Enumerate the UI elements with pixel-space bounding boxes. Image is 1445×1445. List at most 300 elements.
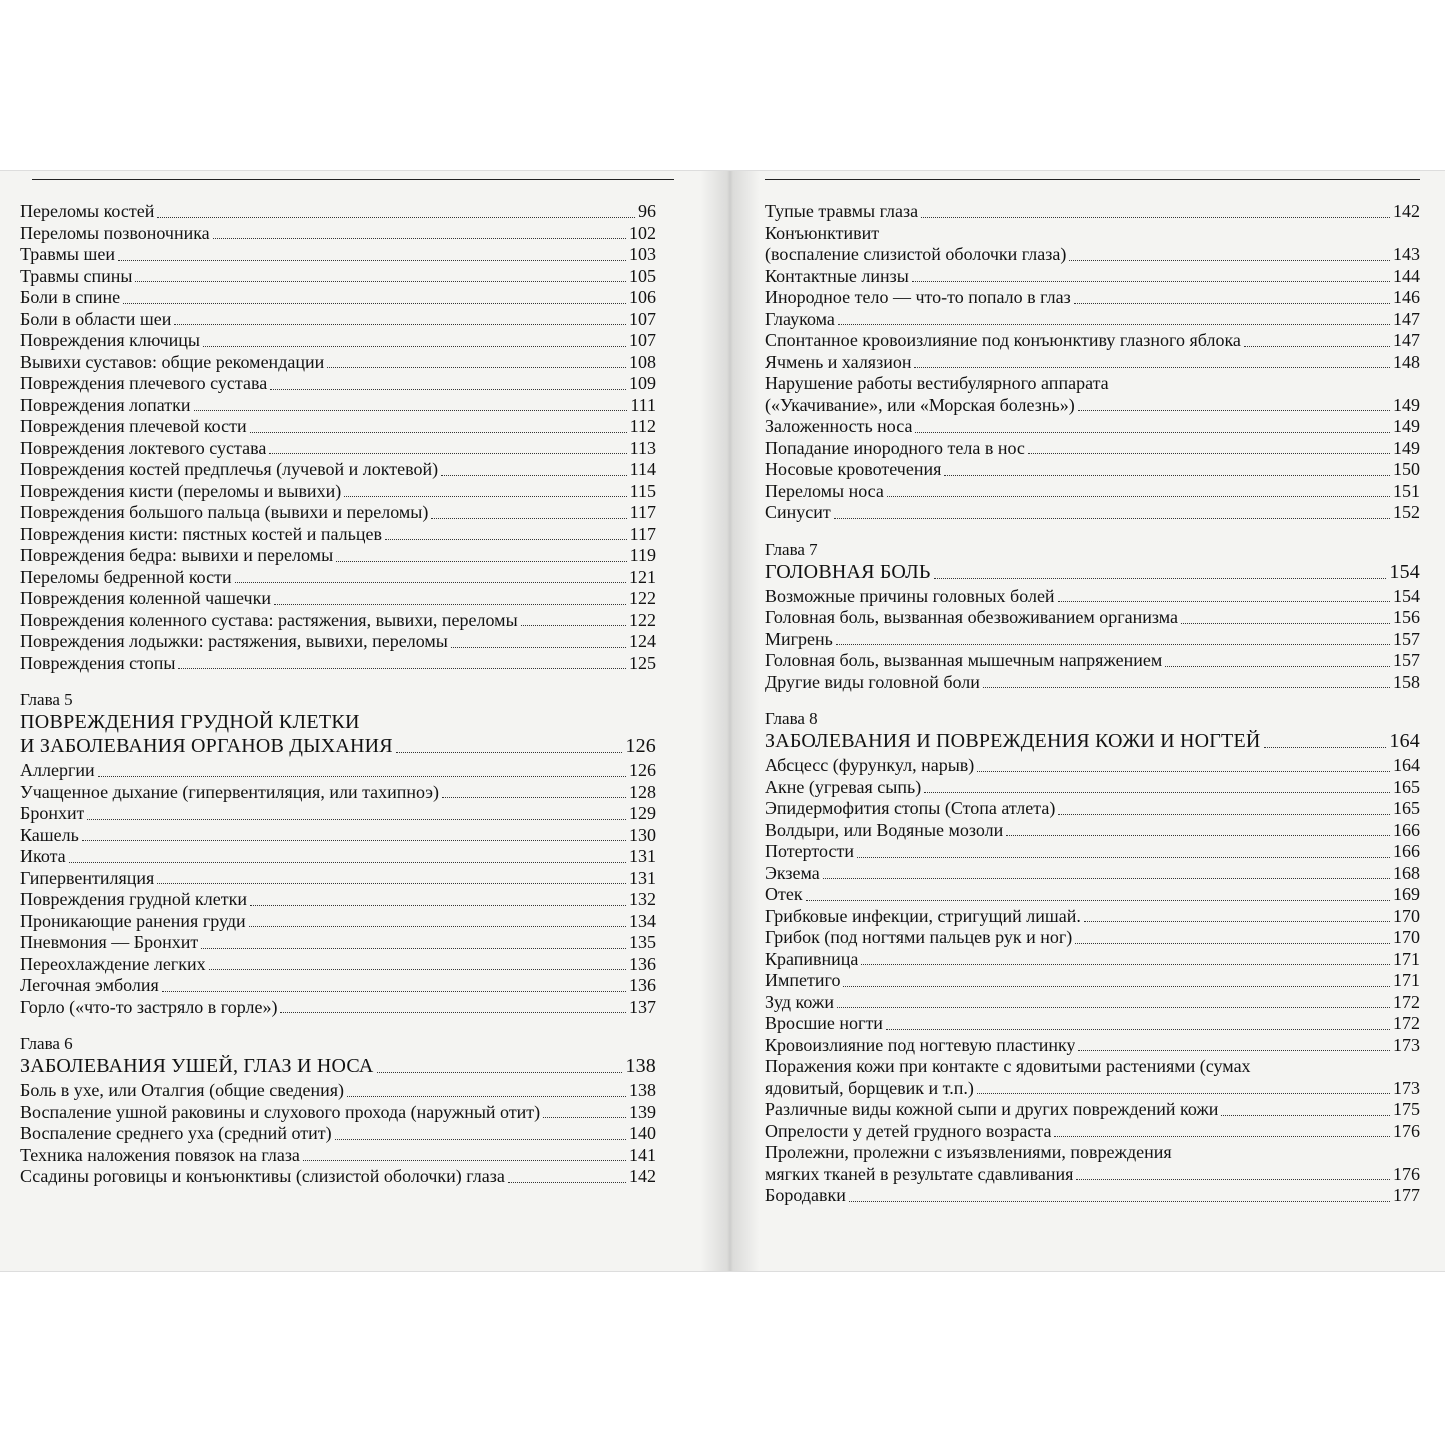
leader-dots	[886, 1029, 1390, 1030]
toc-entry-title: Проникающие ранения груди	[20, 910, 246, 931]
toc-entry-page: 146	[1393, 287, 1420, 307]
toc-entry-page: 134	[629, 910, 656, 931]
toc-entry	[765, 266, 1420, 288]
toc-entry-page: 170	[1393, 905, 1420, 926]
leader-dots	[838, 324, 1390, 325]
leader-dots	[944, 475, 1390, 476]
toc-entry-page: 144	[1393, 265, 1420, 286]
toc-entry	[765, 672, 1420, 694]
toc-entry-page: 112	[629, 416, 656, 436]
toc-entry-page: 141	[629, 1144, 656, 1165]
toc-entry	[20, 438, 656, 460]
toc-entry-page: 117	[629, 502, 656, 522]
toc-entry-title: Головная боль, вызванная мышечным напряжением	[765, 650, 1163, 670]
toc-entry	[765, 1185, 1420, 1207]
toc-entry	[20, 330, 656, 352]
toc-entry-page: 156	[1393, 607, 1420, 627]
leader-dots	[1074, 303, 1390, 304]
chapter-5-title-line1: ПОВРЕЖДЕНИЯ ГРУДНОЙ КЛЕТКИ	[20, 711, 360, 733]
toc-entry-page: 166	[1393, 819, 1420, 840]
book-spread	[0, 170, 1445, 1272]
toc-entry-line: Пролежни, пролежни с изъязвлениями, повреждения	[765, 1142, 1172, 1162]
toc-entry	[20, 266, 656, 288]
toc-entry-page: 177	[1393, 1185, 1420, 1205]
toc-entry-page: 149	[1393, 416, 1420, 436]
toc-entry-title: Спонтанное кровоизлияние под конъюнктиву глазного яблока	[765, 330, 1241, 350]
toc-entry-page: 147	[1393, 330, 1420, 350]
toc-entry-title: Головная боль, вызванная обезвоживанием организма	[765, 607, 1178, 627]
leader-dots	[1221, 1115, 1390, 1116]
toc-entry	[20, 459, 656, 481]
toc-entry	[765, 970, 1420, 992]
leader-dots	[1078, 1050, 1390, 1051]
leader-dots	[921, 217, 1390, 218]
toc-entry-page: 124	[629, 631, 656, 651]
leader-dots	[396, 752, 623, 753]
chapter-7-title: ГОЛОВНАЯ БОЛЬ	[765, 560, 931, 583]
toc-entry-page: 126	[629, 760, 656, 780]
toc-entry	[20, 567, 656, 589]
chapter-8-title: ЗАБОЛЕВАНИЯ И ПОВРЕЖДЕНИЯ КОЖИ И НОГТЕЙ	[765, 730, 1261, 752]
toc-entry	[20, 975, 656, 997]
toc-entry-page: 165	[1393, 776, 1420, 797]
toc-entry	[765, 481, 1420, 503]
toc-entry-page: 152	[1393, 502, 1420, 522]
toc-entry	[20, 997, 656, 1019]
leader-dots	[1165, 666, 1390, 667]
toc-entry	[765, 416, 1420, 438]
toc-entry-title: Волдыри, или Водяные мозоли	[765, 819, 1004, 840]
toc-entry-page: 175	[1393, 1099, 1420, 1119]
leader-dots	[1181, 623, 1390, 624]
toc-entry-page: 139	[629, 1101, 656, 1122]
toc-entry-page: 107	[629, 308, 656, 329]
toc-entry-page: 173	[1393, 1077, 1420, 1098]
toc-entry-page: 125	[629, 652, 656, 673]
toc-entry-title: Аллергии	[20, 760, 95, 780]
leader-dots	[431, 518, 626, 519]
toc-entry-page: 143	[1393, 244, 1420, 264]
toc-entry	[20, 653, 656, 675]
leader-dots	[977, 1093, 1390, 1094]
toc-entry	[20, 201, 656, 223]
toc-entry-title: Повреждения стопы	[20, 652, 176, 673]
toc-entry-title: Боли в спине	[20, 287, 121, 307]
leader-dots	[250, 905, 626, 906]
toc-entry	[765, 309, 1420, 331]
toc-entry-page: 140	[629, 1123, 656, 1143]
toc-entry	[20, 1145, 656, 1167]
left-page	[20, 201, 656, 1188]
toc-entry-title: Переломы костей	[20, 201, 155, 221]
toc-entry-page: 113	[629, 437, 656, 458]
leader-dots	[69, 862, 626, 863]
leader-dots	[377, 1072, 623, 1073]
toc-entry	[20, 1123, 656, 1145]
leader-dots	[1264, 747, 1387, 748]
leader-dots	[806, 900, 1390, 901]
leader-dots	[209, 969, 626, 970]
toc-entry-page: 109	[629, 373, 656, 393]
chapter-8-page: 164	[1389, 730, 1420, 752]
toc-entry-page: 171	[1393, 948, 1420, 969]
toc-entry-title: Зуд кожи	[765, 991, 834, 1012]
leader-dots	[1084, 921, 1390, 922]
toc-entry	[765, 884, 1420, 906]
leader-dots	[135, 281, 626, 282]
leader-dots	[1058, 601, 1390, 602]
chapter-6-page: 138	[625, 1055, 656, 1077]
toc-entry-page: 148	[1393, 351, 1420, 372]
toc-entry-page: 147	[1393, 308, 1420, 329]
toc-entry-title: Контактные линзы	[765, 265, 909, 286]
leader-dots	[914, 367, 1390, 368]
leader-dots	[82, 840, 626, 841]
right-toc-list	[765, 201, 1420, 524]
toc-entry-line: Поражения кожи при контакте с ядовитыми растениями (сумах	[765, 1056, 1251, 1076]
toc-entry	[765, 841, 1420, 863]
toc-entry	[20, 481, 656, 503]
toc-entry-page: 128	[629, 781, 656, 802]
toc-entry-title: Опрелости у детей грудного возраста	[765, 1120, 1052, 1141]
toc-entry	[20, 911, 656, 933]
leader-dots	[201, 948, 626, 949]
toc-entry-page: 103	[629, 244, 656, 264]
leader-dots	[1028, 453, 1390, 454]
toc-entry-title: Повреждения ключицы	[20, 330, 201, 350]
toc-entry	[20, 223, 656, 245]
chapter-6-entries	[20, 1080, 656, 1188]
toc-entry-title: Повреждения костей предплечья (лучевой и локтевой)	[20, 459, 439, 479]
leader-dots	[335, 1139, 626, 1140]
leader-dots	[843, 986, 1390, 987]
toc-entry-page: 142	[1393, 201, 1420, 221]
toc-entry-title: Повреждения локтевого сустава	[20, 437, 267, 458]
toc-entry	[20, 610, 656, 632]
toc-entry-page: 119	[629, 545, 656, 565]
chapter-5-page: 126	[625, 735, 656, 757]
toc-entry	[765, 629, 1420, 651]
toc-entry-page: 166	[1393, 841, 1420, 861]
leader-dots	[280, 1012, 626, 1013]
toc-entry	[765, 1035, 1420, 1057]
toc-entry-page: 149	[1393, 437, 1420, 458]
toc-entry	[20, 1166, 656, 1188]
toc-entry-page: 122	[629, 588, 656, 608]
toc-entry	[765, 949, 1420, 971]
leader-dots	[178, 668, 626, 669]
toc-entry-page: 114	[629, 459, 656, 479]
toc-entry-page: 176	[1393, 1120, 1420, 1141]
toc-entry	[765, 502, 1420, 524]
toc-entry-page: 131	[629, 846, 656, 866]
toc-entry-page: 173	[1393, 1034, 1420, 1055]
toc-entry-title: Различные виды кожной сыпи и других повреждений кожи	[765, 1099, 1219, 1119]
toc-entry-page: 149	[1393, 394, 1420, 415]
leader-dots	[213, 238, 626, 239]
toc-entry-title: Возможные причины головных болей	[765, 585, 1055, 606]
toc-entry-title: Инородное тело — что-то попало в глаз	[765, 287, 1071, 307]
toc-entry-page: 151	[1393, 480, 1420, 501]
toc-entry-page: 115	[629, 480, 656, 501]
toc-entry-title: Экзема	[765, 862, 820, 883]
toc-entry-title: Повреждения бедра: вывихи и переломы	[20, 545, 334, 565]
book-gutter	[700, 171, 760, 1271]
toc-entry	[20, 868, 656, 890]
toc-entry-title: Учащенное дыхание (гипервентиляция, или тахипноэ)	[20, 781, 439, 802]
toc-entry-page: 138	[629, 1080, 656, 1100]
toc-entry-title: Повреждения большого пальца (вывихи и переломы)	[20, 502, 429, 522]
toc-entry-page: 171	[1393, 970, 1420, 990]
toc-entry-title: Гипервентиляция	[20, 867, 155, 888]
leader-dots	[887, 496, 1390, 497]
toc-entry-page: 172	[1393, 1013, 1420, 1033]
toc-entry-page: 169	[1393, 884, 1420, 904]
toc-entry-page: 157	[1393, 628, 1420, 649]
toc-entry-page: 108	[629, 351, 656, 372]
toc-entry-page: 136	[629, 953, 656, 974]
left-toc-list	[20, 201, 656, 674]
toc-entry	[765, 352, 1420, 374]
leader-dots	[836, 644, 1390, 645]
toc-entry	[20, 545, 656, 567]
toc-entry-page: 172	[1393, 991, 1420, 1012]
toc-entry-page: 158	[1393, 671, 1420, 692]
toc-entry-title: Синусит	[765, 502, 831, 522]
toc-entry-title: («Укачивание», или «Морская болезнь»)	[765, 394, 1075, 415]
leader-dots	[274, 604, 626, 605]
toc-entry	[20, 932, 656, 954]
toc-entry	[20, 803, 656, 825]
toc-entry	[20, 309, 656, 331]
chapter-8-title-entry	[765, 729, 1420, 753]
toc-entry-page: 130	[629, 824, 656, 845]
toc-entry-title: Грибковые инфекции, стригущий лишай.	[765, 905, 1081, 926]
toc-entry	[765, 395, 1420, 417]
toc-entry-title: Боль в ухе, или Оталгия (общие сведения)	[20, 1080, 345, 1100]
chapter-5-label: Глава 5	[20, 690, 73, 709]
leader-dots	[385, 539, 627, 540]
toc-entry-title: Тупые травмы глаза	[765, 201, 919, 221]
toc-entry-title: ядовитый, борщевик и т.п.)	[765, 1077, 974, 1098]
leader-dots	[1069, 260, 1390, 261]
toc-entry-page: 131	[629, 867, 656, 888]
chapter-8-label: Глава 8	[765, 709, 818, 728]
toc-entry	[765, 438, 1420, 460]
toc-entry-title: Переломы бедренной кости	[20, 566, 232, 587]
toc-entry	[20, 1102, 656, 1124]
leader-dots	[249, 926, 626, 927]
toc-entry	[20, 395, 656, 417]
toc-entry	[765, 1013, 1420, 1035]
leader-dots	[543, 1117, 626, 1118]
toc-entry-title: Переломы позвоночника	[20, 222, 210, 243]
toc-entry-page: 135	[629, 932, 656, 952]
toc-entry-title: Травмы шеи	[20, 244, 115, 264]
leader-dots	[250, 432, 627, 433]
toc-entry-title: Повреждения грудной клетки	[20, 889, 248, 909]
toc-entry	[20, 889, 656, 911]
toc-entry-title: Ячмень и халязион	[765, 351, 912, 372]
leader-dots	[834, 518, 1390, 519]
chapter-5-entries	[20, 760, 656, 1018]
leader-dots	[194, 410, 628, 411]
leader-dots	[1244, 346, 1390, 347]
toc-entry-title: Эпидермофития стопы (Стопа атлета)	[765, 798, 1056, 818]
toc-entry-page: 111	[630, 394, 656, 415]
leader-dots	[203, 346, 626, 347]
toc-entry-page: 117	[629, 523, 656, 544]
chapter-6-title-entry	[20, 1054, 656, 1078]
toc-entry	[20, 846, 656, 868]
leader-dots	[347, 1096, 626, 1097]
toc-entry-title: Повреждения плечевого сустава	[20, 373, 268, 393]
leader-dots	[849, 1201, 1390, 1202]
right-page	[765, 201, 1420, 1207]
toc-entry-title: Кашель	[20, 824, 79, 845]
leader-dots	[327, 367, 626, 368]
toc-entry	[765, 863, 1420, 885]
toc-entry	[20, 416, 656, 438]
toc-entry-title: Повреждения коленной чашечки	[20, 588, 271, 608]
toc-entry	[765, 201, 1420, 223]
toc-entry-title: Горло («что-то застряло в горле»)	[20, 996, 278, 1017]
toc-entry	[765, 820, 1420, 842]
leader-dots	[235, 582, 626, 583]
leader-dots	[303, 1160, 626, 1161]
leader-dots	[1058, 814, 1390, 815]
toc-entry	[20, 825, 656, 847]
toc-entry-title: Воспаление среднего уха (средний отит)	[20, 1123, 332, 1143]
toc-entry-title: Переломы носа	[765, 480, 884, 501]
leader-dots	[98, 776, 626, 777]
toc-entry-page: 107	[629, 330, 656, 350]
toc-entry	[765, 992, 1420, 1014]
toc-entry-title: Травмы спины	[20, 265, 133, 286]
chapter-6-title: ЗАБОЛЕВАНИЯ УШЕЙ, ГЛАЗ И НОСА	[20, 1055, 374, 1077]
leader-dots	[983, 687, 1390, 688]
toc-entry-title: Кровоизлияние под ногтевую пластинку	[765, 1034, 1076, 1055]
toc-entry	[20, 782, 656, 804]
toc-entry-page: 129	[629, 803, 656, 823]
toc-entry-title: Абсцесс (фурункул, нарыв)	[765, 755, 975, 775]
toc-entry-title: Воспаление ушной раковины и слухового прохода (наружный отит)	[20, 1101, 541, 1122]
leader-dots	[451, 647, 626, 648]
leader-dots	[174, 324, 626, 325]
toc-entry-title: (воспаление слизистой оболочки глаза)	[765, 244, 1067, 264]
leader-dots	[123, 303, 626, 304]
toc-entry-title: Повреждения коленного сустава: растяжения, вывихи, переломы	[20, 609, 518, 630]
toc-entry-title: Потертости	[765, 841, 854, 861]
toc-entry	[765, 755, 1420, 777]
toc-entry-page: 165	[1393, 798, 1420, 818]
leader-dots	[87, 819, 626, 820]
left-top-rule	[32, 179, 674, 180]
leader-dots	[915, 432, 1390, 433]
toc-entry-title: Повреждения плечевой кости	[20, 416, 247, 436]
toc-entry-page: 136	[629, 975, 656, 995]
leader-dots	[1075, 943, 1390, 944]
toc-entry	[765, 330, 1420, 352]
leader-dots	[336, 561, 626, 562]
toc-entry-title: Импетиго	[765, 970, 841, 990]
leader-dots	[270, 389, 626, 390]
toc-entry-title: Мигрень	[765, 628, 833, 649]
leader-dots	[441, 475, 627, 476]
chapter-7-page: 154	[1389, 560, 1420, 583]
toc-entry	[765, 287, 1420, 309]
toc-entry-title: Боли в области шеи	[20, 308, 172, 329]
leader-dots	[521, 625, 626, 626]
toc-entry-page: 96	[638, 201, 656, 221]
toc-entry-page: 164	[1393, 755, 1420, 775]
leader-dots	[1054, 1136, 1390, 1137]
leader-dots	[934, 578, 1387, 579]
toc-entry-title: Бронхит	[20, 803, 85, 823]
leader-dots	[924, 792, 1390, 793]
toc-entry	[20, 1080, 656, 1102]
leader-dots	[508, 1182, 626, 1183]
toc-entry	[20, 373, 656, 395]
chapter-5-title-entry	[20, 734, 656, 758]
toc-entry	[20, 631, 656, 653]
toc-entry-page: 132	[629, 889, 656, 909]
toc-entry-title: Грибок (под ногтями пальцев рук и ног)	[765, 927, 1073, 947]
chapter-8-entries	[765, 755, 1420, 1207]
toc-entry	[765, 607, 1420, 629]
leader-dots	[1076, 1179, 1390, 1180]
toc-entry	[765, 459, 1420, 481]
leader-dots	[118, 260, 626, 261]
toc-entry-title: Вывихи суставов: общие рекомендации	[20, 351, 325, 372]
toc-entry-page: 157	[1393, 650, 1420, 670]
toc-entry	[20, 588, 656, 610]
toc-entry-title: Заложенность носа	[765, 416, 913, 436]
toc-entry-page: 154	[1393, 585, 1420, 606]
toc-entry	[765, 798, 1420, 820]
toc-entry-title: Попадание инородного тела в нос	[765, 437, 1025, 458]
toc-entry	[765, 244, 1420, 266]
leader-dots	[861, 964, 1390, 965]
leader-dots	[1078, 410, 1390, 411]
toc-entry	[765, 586, 1420, 608]
toc-entry	[765, 777, 1420, 799]
leader-dots	[823, 878, 1390, 879]
leader-dots	[837, 1007, 1390, 1008]
toc-entry	[765, 927, 1420, 949]
toc-entry-title: Повреждения лопатки	[20, 394, 191, 415]
toc-entry-page: 122	[629, 609, 656, 630]
toc-entry-title: Пневмония — Бронхит	[20, 932, 199, 952]
leader-dots	[442, 797, 626, 798]
toc-entry	[20, 524, 656, 546]
toc-entry-title: Акне (угревая сыпь)	[765, 776, 922, 797]
chapter-5-title-line2: И ЗАБОЛЕВАНИЯ ОРГАНОВ ДЫХАНИЯ	[20, 735, 393, 757]
toc-entry	[765, 1099, 1420, 1121]
chapter-6-label: Глава 6	[20, 1034, 73, 1053]
toc-entry	[765, 1164, 1420, 1186]
toc-entry-page: 121	[629, 566, 656, 587]
toc-entry-title: Другие виды головной боли	[765, 671, 980, 692]
toc-entry	[765, 650, 1420, 672]
toc-entry-title: Легочная эмболия	[20, 975, 159, 995]
toc-entry-title: Вросшие ногти	[765, 1013, 883, 1033]
toc-entry-title: Техника наложения повязок на глаза	[20, 1144, 300, 1165]
toc-entry-page: 142	[629, 1166, 656, 1186]
toc-entry-title: Ссадины роговицы и конъюнктивы (слизистой оболочки) глаза	[20, 1166, 505, 1186]
toc-entry	[20, 244, 656, 266]
toc-entry-title: Носовые кровотечения	[765, 459, 942, 479]
